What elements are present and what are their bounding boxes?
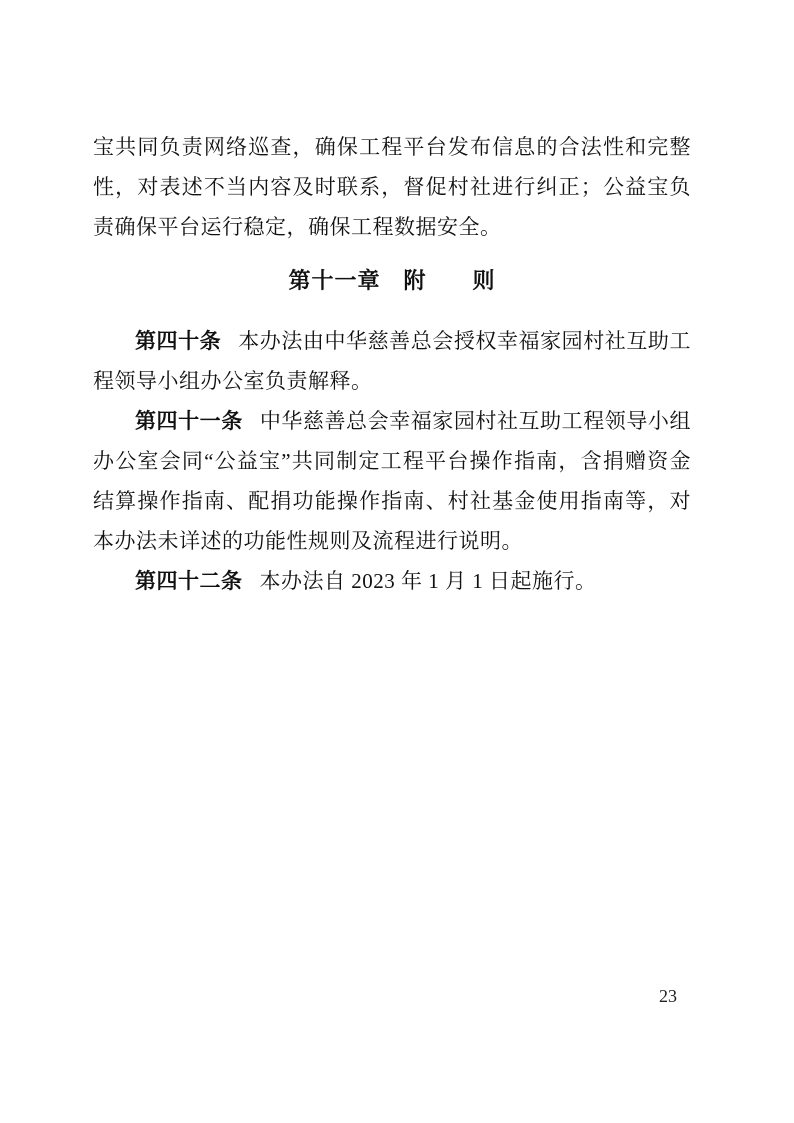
- article-41-text: 中华慈善总会幸福家园村社互助工程领导小组办公室会同“公益宝”共同制定工程平台操作指南，含捐赠资金结算操作指南、配捐功能操作指南、村社基金使用指南等，对本办法未详述的功能性规则及流程进行说明。: [93, 409, 691, 553]
- article-41-paragraph: [93, 401, 691, 561]
- page-number: 23: [659, 986, 677, 1006]
- chapter-heading: 第十一章 附 则: [288, 268, 496, 293]
- document-body: [93, 127, 691, 601]
- continuation-paragraph: 宝共同负责网络巡查，确保工程平台发布信息的合法性和完整性，对表述不当内容及时联系，督促村社进行纠正；公益宝负责确保平台运行稳定，确保工程数据安全。: [93, 135, 691, 239]
- article-40-text: 本办法由中华慈善总会授权幸福家园村社互助工程领导小组办公室负责解释。: [93, 329, 691, 393]
- article-42-text: 本办法自 2023 年 1 月 1 日起施行。: [259, 569, 597, 593]
- article-41-term: 第四十一条: [135, 409, 243, 433]
- article-42-term: 第四十二条: [135, 569, 243, 593]
- article-42-paragraph: [93, 561, 691, 601]
- article-40-paragraph: [93, 321, 691, 401]
- article-40-term: 第四十条: [135, 329, 222, 353]
